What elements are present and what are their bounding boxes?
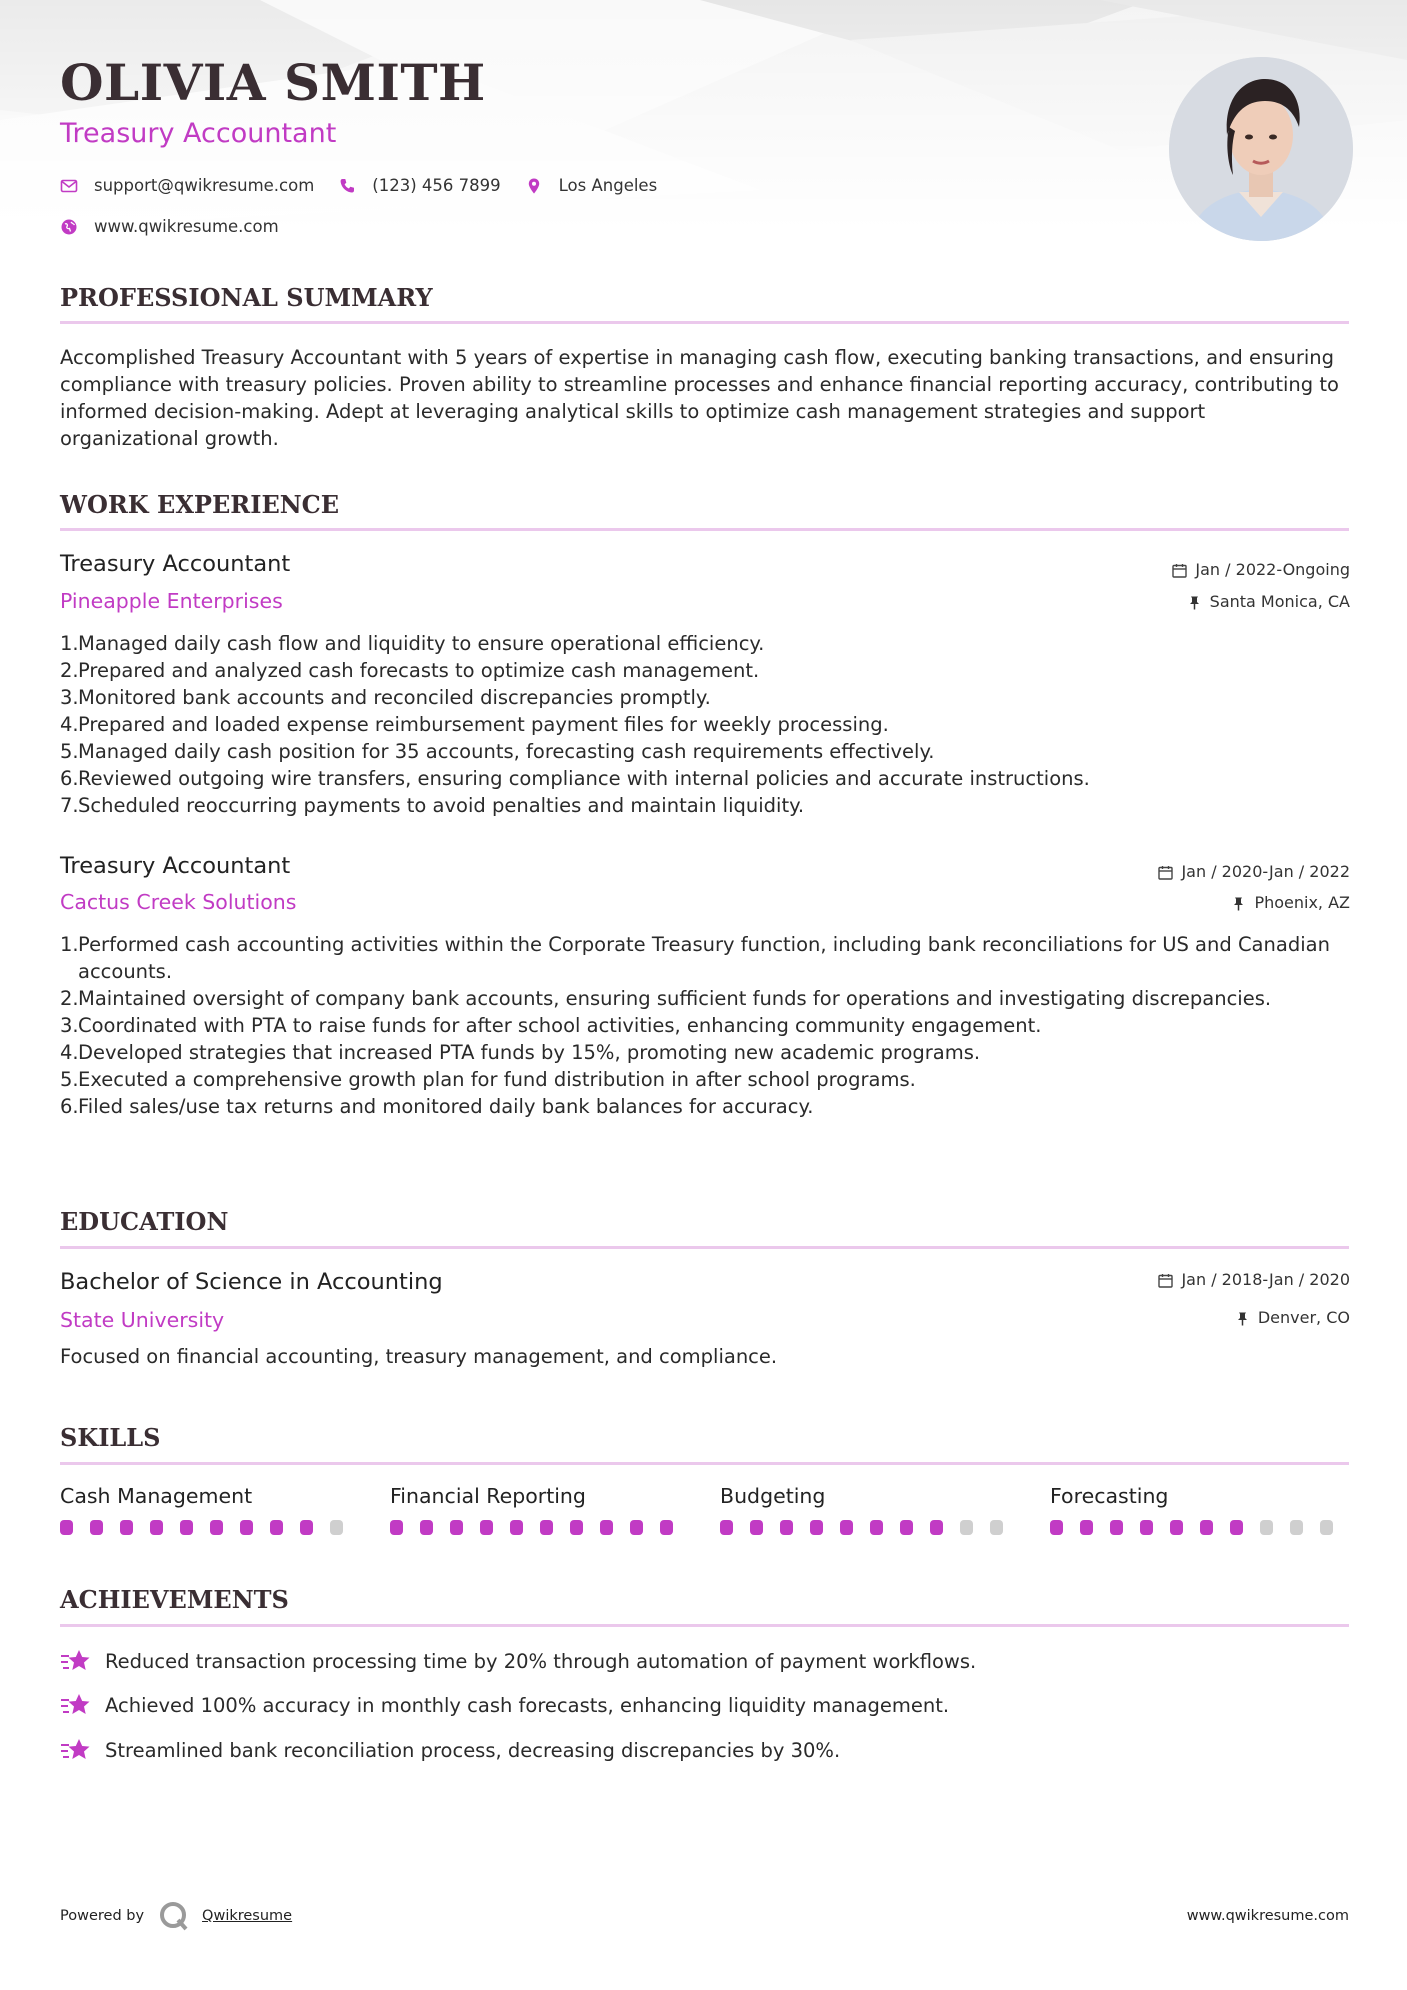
- job-title: Treasury Accountant: [60, 551, 291, 577]
- job-responsibilities: [60, 630, 1349, 819]
- list-item: 5. Executed a comprehensive growth plan for fund distribution in after school programs.: [60, 1068, 916, 1091]
- achievement-item: [60, 1736, 840, 1764]
- section-title-summary: PROFESSIONAL SUMMARY: [60, 283, 433, 312]
- skill-dot-filled: [390, 1520, 403, 1535]
- skill-dot-filled: [570, 1520, 583, 1535]
- shooting-star-icon: [60, 1691, 92, 1719]
- phone-text: (123) 456 7899: [372, 176, 501, 195]
- list-item: 3. Monitored bank accounts and reconciled discrepancies promptly.: [60, 686, 711, 709]
- skill-dot-filled: [1230, 1520, 1243, 1535]
- skill-dot-filled: [90, 1520, 103, 1535]
- skill-dot-filled: [480, 1520, 493, 1535]
- email-text: support@qwikresume.com: [94, 176, 315, 195]
- section-divider: [60, 1624, 1349, 1627]
- skill-dot-empty: [1320, 1520, 1333, 1535]
- profile-photo: [1169, 57, 1353, 241]
- skill-name: Budgeting: [720, 1484, 826, 1508]
- list-item: 4. Prepared and loaded expense reimbursement payment files for weekly processing.: [60, 713, 889, 736]
- skill-dot-filled: [210, 1520, 223, 1535]
- list-item: 7. Scheduled reoccurring payments to avoid penalties and maintain liquidity.: [60, 794, 805, 817]
- globe-icon: [60, 218, 78, 236]
- list-item: 3. Coordinated with PTA to raise funds for after school activities, enhancing community engagement.: [60, 1014, 1042, 1037]
- list-item: 6. Filed sales/use tax returns and monitored daily bank balances for accuracy.: [60, 1095, 814, 1118]
- skill-dot-filled: [450, 1520, 463, 1535]
- skill-dot-filled: [780, 1520, 793, 1535]
- skill-dot-empty: [1260, 1520, 1273, 1535]
- footer-website-link[interactable]: www.qwikresume.com: [1186, 1908, 1349, 1924]
- list-item: 4. Developed strategies that increased PTA funds by 15%, promoting new academic programs.: [60, 1041, 981, 1064]
- company-name: Pineapple Enterprises: [60, 589, 283, 613]
- list-item: 1. Managed daily cash flow and liquidity to ensure operational efficiency.: [60, 632, 765, 655]
- skill-dot-filled: [60, 1520, 73, 1535]
- skill-dot-filled: [150, 1520, 163, 1535]
- skill-name: Forecasting: [1050, 1484, 1169, 1508]
- skill-item: [720, 1486, 1020, 1535]
- list-item: 1. Performed cash accounting activities within the Corporate Treasury function, including bank reconciliations for US and Canadian accounts.: [60, 933, 1330, 983]
- achievement-text: Achieved 100% accuracy in monthly cash forecasts, enhancing liquidity management.: [105, 1693, 950, 1717]
- section-divider: [60, 1462, 1349, 1465]
- job-dates-text: Jan / 2020-Jan / 2022: [1181, 862, 1350, 881]
- section-divider: [60, 321, 1349, 324]
- skill-dot-filled: [180, 1520, 193, 1535]
- calendar-icon: [1158, 865, 1173, 880]
- skill-dot-filled: [1140, 1520, 1153, 1535]
- education-dates-text: Jan / 2018-Jan / 2020: [1181, 1270, 1350, 1289]
- job-location-text: Santa Monica, CA: [1209, 592, 1350, 611]
- pushpin-icon: [1235, 1311, 1250, 1326]
- powered-by-label: Powered by: [60, 1908, 145, 1924]
- calendar-icon: [1172, 563, 1187, 578]
- skill-dot-filled: [840, 1520, 853, 1535]
- contact-website[interactable]: [60, 217, 279, 236]
- achievement-text: Streamlined bank reconciliation process, decreasing discrepancies by 30%.: [105, 1738, 841, 1762]
- achievement-item: [60, 1691, 949, 1719]
- skill-dot-filled: [1050, 1520, 1063, 1535]
- education-location-text: Denver, CO: [1257, 1308, 1350, 1327]
- skill-level-bar: [60, 1520, 360, 1535]
- contact-row-1: [60, 176, 681, 195]
- education-location: [1235, 1310, 1350, 1326]
- shooting-star-icon: [60, 1736, 92, 1764]
- skill-dot-empty: [960, 1520, 973, 1535]
- skill-dot-filled: [600, 1520, 613, 1535]
- job-responsibilities: [60, 931, 1349, 1120]
- summary-text: Accomplished Treasury Accountant with 5 years of expertise in managing cash flow, executing banking transactions, and ensuring compliance with treasury policies. Proven ability to streamline processes and enhance financial reporting accuracy, contributing to informed decision-making. Adept at leveraging analytical skills to optimize cash management strategies and support organizational growth.: [60, 346, 1339, 450]
- job-location: [1187, 594, 1350, 610]
- list-item: 6. Reviewed outgoing wire transfers, ensuring compliance with internal policies and accurate instructions.: [60, 767, 1090, 790]
- brand-link[interactable]: Qwikresume: [202, 1908, 293, 1924]
- job-title: Treasury Accountant: [60, 853, 291, 879]
- skill-dot-filled: [1080, 1520, 1093, 1535]
- list-item: 5. Managed daily cash position for 35 accounts, forecasting cash requirements effectively.: [60, 740, 935, 763]
- calendar-icon: [1158, 1273, 1173, 1288]
- job-location: [1231, 895, 1350, 911]
- skill-dot-filled: [750, 1520, 763, 1535]
- contact-row-2: [60, 217, 303, 236]
- skill-dot-empty: [990, 1520, 1003, 1535]
- skill-dot-filled: [1170, 1520, 1183, 1535]
- list-item: 2. Maintained oversight of company bank accounts, ensuring sufficient funds for operations and investigating discrepancies.: [60, 987, 1272, 1010]
- skill-dot-filled: [630, 1520, 643, 1535]
- skill-dot-filled: [510, 1520, 523, 1535]
- footer: [60, 1900, 1349, 1932]
- skill-level-bar: [390, 1520, 690, 1535]
- candidate-name: OLIVIA SMITH: [60, 53, 486, 112]
- job-location-text: Phoenix, AZ: [1254, 893, 1350, 912]
- skill-dot-filled: [540, 1520, 553, 1535]
- achievement-item: [60, 1647, 976, 1675]
- skill-dot-filled: [420, 1520, 433, 1535]
- skill-dot-filled: [870, 1520, 883, 1535]
- achievement-text: Reduced transaction processing time by 20% through automation of payment workflows.: [105, 1649, 977, 1673]
- skill-dot-filled: [120, 1520, 133, 1535]
- skill-dot-filled: [930, 1520, 943, 1535]
- section-title-education: EDUCATION: [60, 1207, 229, 1236]
- qwikresume-logo-icon: [158, 1900, 190, 1932]
- skill-item: [390, 1486, 690, 1535]
- skill-dot-filled: [720, 1520, 733, 1535]
- education-description: Focused on financial accounting, treasury management, and compliance.: [60, 1345, 778, 1368]
- map-pin-icon: [525, 177, 543, 195]
- skill-dot-filled: [270, 1520, 283, 1535]
- section-title-experience: WORK EXPERIENCE: [60, 490, 340, 519]
- skill-dot-filled: [810, 1520, 823, 1535]
- skill-dot-filled: [1200, 1520, 1213, 1535]
- contact-location: [525, 176, 658, 195]
- education-dates: [1158, 1272, 1350, 1288]
- section-title-skills: SKILLS: [60, 1423, 161, 1452]
- pushpin-icon: [1187, 595, 1202, 610]
- section-divider: [60, 528, 1349, 531]
- skill-level-bar: [1050, 1520, 1350, 1535]
- skill-dot-filled: [900, 1520, 913, 1535]
- job-dates-text: Jan / 2022-Ongoing: [1195, 560, 1350, 579]
- skill-name: Cash Management: [60, 1484, 253, 1508]
- skill-item: [1050, 1486, 1350, 1535]
- section-divider: [60, 1246, 1349, 1249]
- contact-email[interactable]: [60, 176, 314, 195]
- powered-by: [60, 1900, 292, 1932]
- skill-name: Financial Reporting: [390, 1484, 586, 1508]
- contact-phone[interactable]: [338, 176, 500, 195]
- skill-dot-empty: [330, 1520, 343, 1535]
- skill-dot-empty: [1290, 1520, 1303, 1535]
- phone-icon: [338, 177, 356, 195]
- skill-dot-filled: [660, 1520, 673, 1535]
- job-dates: [1158, 864, 1350, 880]
- location-text: Los Angeles: [558, 176, 658, 195]
- skill-level-bar: [720, 1520, 1020, 1535]
- degree-title: Bachelor of Science in Accounting: [60, 1269, 443, 1295]
- section-title-achievements: ACHIEVEMENTS: [60, 1585, 289, 1614]
- shooting-star-icon: [60, 1647, 92, 1675]
- envelope-icon: [60, 177, 78, 195]
- company-name: Cactus Creek Solutions: [60, 890, 297, 914]
- skill-dot-filled: [300, 1520, 313, 1535]
- skill-dot-filled: [1110, 1520, 1123, 1535]
- job-dates: [1172, 562, 1350, 578]
- skill-item: [60, 1486, 360, 1535]
- school-name: State University: [60, 1308, 225, 1332]
- skill-dot-filled: [240, 1520, 253, 1535]
- candidate-title: Treasury Accountant: [60, 118, 337, 149]
- pushpin-icon: [1231, 896, 1246, 911]
- website-text: www.qwikresume.com: [94, 217, 279, 236]
- list-item: 2. Prepared and analyzed cash forecasts to optimize cash management.: [60, 659, 760, 682]
